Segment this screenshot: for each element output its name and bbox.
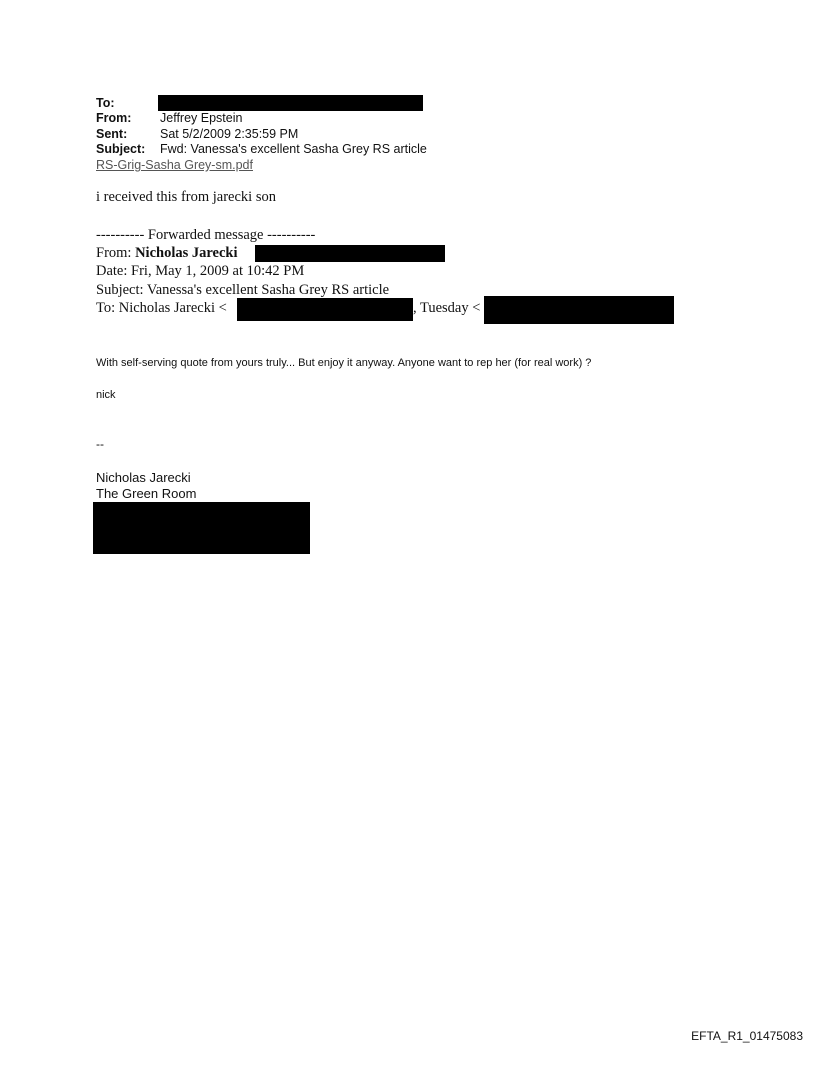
signature-name: Nicholas Jarecki	[96, 470, 191, 485]
redaction-fwd-to-email-1	[237, 298, 413, 321]
message-text: With self-serving quote from yours truly... But enjoy it anyway. Anyone want to rep her (for real work) ?	[96, 357, 592, 369]
fwd-subject-line: Subject: Vanessa's excellent Sasha Grey RS article	[96, 282, 390, 298]
subject-row	[96, 142, 427, 157]
signature-separator: --	[96, 437, 104, 451]
sent-row	[96, 127, 298, 142]
attachment-link[interactable]: RS-Grig-Sasha Grey-sm.pdf	[96, 158, 253, 172]
fwd-to-line	[96, 300, 227, 317]
fwd-date-line: Date: Fri, May 1, 2009 at 10:42 PM	[96, 263, 305, 279]
from-value: Jeffrey Epstein	[160, 111, 243, 125]
redaction-to	[158, 95, 423, 111]
fwd-from-prefix: From:	[96, 245, 136, 261]
document-id: EFTA_R1_01475083	[691, 1029, 803, 1043]
to-label: To:	[96, 96, 115, 110]
fwd-from-name: Nicholas Jarecki	[135, 245, 238, 261]
redaction-fwd-from-email	[255, 245, 445, 262]
fwd-from-line	[96, 245, 238, 262]
sent-value: Sat 5/2/2009 2:35:59 PM	[160, 127, 299, 141]
to-row	[96, 96, 160, 111]
from-row	[96, 111, 242, 126]
fwd-to-prefix: To: Nicholas Jarecki <	[96, 300, 227, 316]
fwd-to-tuesday: , Tuesday <	[413, 300, 481, 316]
redaction-fwd-to-email-2	[484, 296, 674, 324]
from-label: From:	[96, 111, 132, 125]
subject-label: Subject:	[96, 142, 146, 156]
subject-value: Fwd: Vanessa's excellent Sasha Grey RS article	[160, 142, 427, 156]
signoff-text: nick	[96, 389, 116, 401]
intro-text: i received this from jarecki son	[96, 189, 276, 205]
redaction-signature-contact	[93, 502, 310, 554]
sent-label: Sent:	[96, 127, 128, 141]
signature-company: The Green Room	[96, 486, 197, 501]
forward-marker: ---------- Forwarded message ----------	[96, 227, 316, 243]
